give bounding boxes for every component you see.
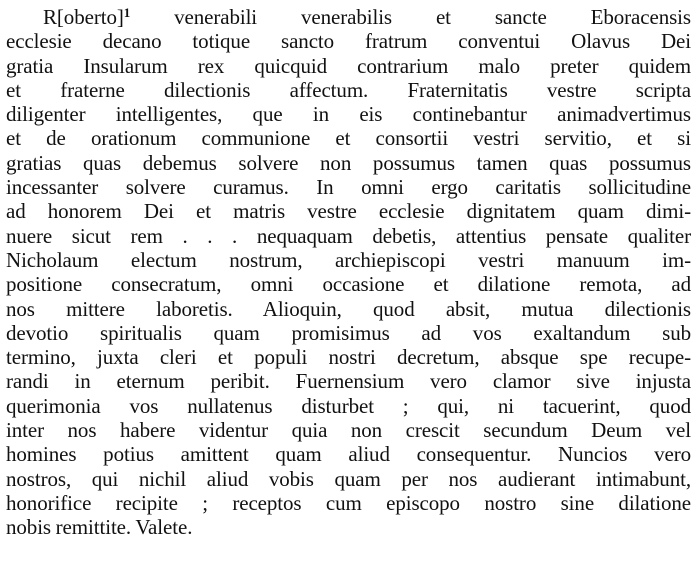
line-text: venerabili venerabilis et sancte Eboracensis	[130, 5, 691, 29]
opening-name: R[oberto]	[43, 5, 124, 29]
text-line-2: ecclesie decano totique sancto fratrum conventui Olavus Dei	[6, 29, 691, 54]
text-line-18: inter nos habere videntur quia non crescit secundum Deum vel	[6, 418, 691, 443]
text-line-16: randi in eternum peribit. Fuernensium vero clamor sive injusta	[6, 369, 691, 394]
text-line-20: nostros, qui nichil aliud vobis quam per nos audierant intimabunt,	[6, 466, 691, 491]
text-line-7: gratias quas debemus solvere non possumus tamen quas possumus	[6, 150, 691, 175]
text-line-17: querimonia vos nullatenus disturbet ; qui, ni tacuerint, quod	[6, 393, 691, 418]
text-line-15: termino, juxta cleri et populi nostri decretum, absque spe recupe-	[6, 345, 691, 370]
text-line-4: et fraterne dilectionis affectum. Fraternitatis vestre scripta	[6, 77, 691, 102]
text-line-21: honorifice recipite ; receptos cum episcopo nostro sine dilatione	[6, 490, 691, 515]
text-line-14: devotio spiritualis quam promisimus ad vos exaltandum sub	[6, 320, 691, 345]
text-line-13: nos mittere laboretis. Alioquin, quod absit, mutua dilectionis	[6, 296, 691, 321]
text-line-22: nobis remittite. Valete.	[6, 515, 193, 540]
text-line-3: gratia Insularum rex quicquid contrarium malo preter quidem	[6, 53, 691, 78]
text-line-11: Nicholaum electum nostrum, archiepiscopi vestri manuum im-	[6, 247, 691, 272]
footnote-marker: 1	[123, 5, 131, 20]
text-line-12: positione consecratum, omni occasione et dilatione remota, ad	[6, 272, 691, 297]
letter-body	[6, 5, 691, 540]
text-line-5: diligenter intelligentes, que in eis continebantur animadvertimus	[6, 102, 691, 127]
text-line-9: ad honorem Dei et matris vestre ecclesie dignitatem quam dimi-	[6, 199, 691, 224]
text-line-10: nuere sicut rem . . . nequaquam debetis, attentius pensate qualiter	[6, 223, 691, 248]
text-line-6: et de orationum communione et consortii vestri servitio, et si	[6, 126, 691, 151]
text-line-1	[43, 5, 691, 29]
text-line-8: incessanter solvere curamus. In omni ergo caritatis sollicitudine	[6, 175, 691, 200]
text-line-19: homines potius amittent quam aliud consequentur. Nuncios vero	[6, 442, 691, 467]
